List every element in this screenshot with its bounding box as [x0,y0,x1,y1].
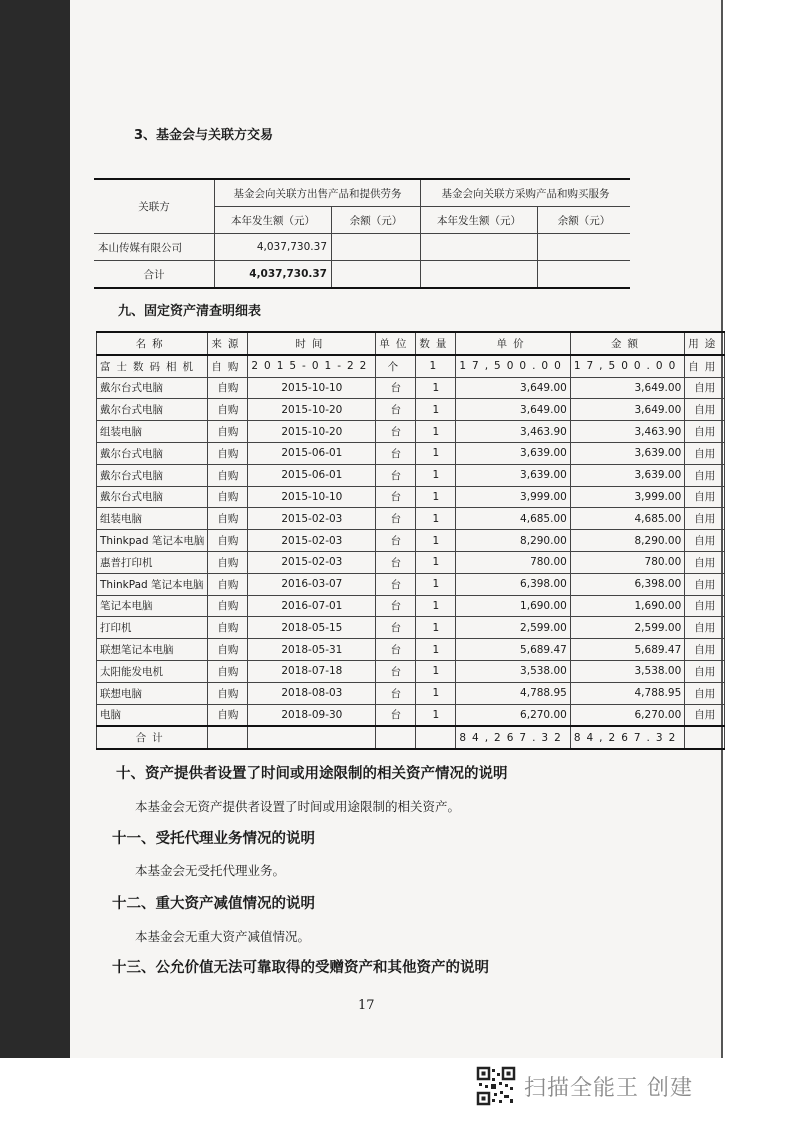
asset-date: 2015-02-03 [248,551,376,573]
asset-amount: 8,290.00 [570,530,684,552]
asset-usage: 自用 [685,682,725,704]
asset-date: 2018-05-15 [248,617,376,639]
section-10-text: 本基金会无资产提供者设置了时间或用途限制的相关资产。 [135,799,461,814]
related-party-table [94,178,630,289]
table-row [97,595,725,617]
asset-unit: 台 [376,399,416,421]
asset-name: 戴尔台式电脑 [97,442,208,464]
asset-date: 2015-10-10 [248,486,376,508]
table-row [94,234,630,261]
asset-unit-price: 3,639.00 [456,464,570,486]
section-9-title: 九、固定资产清查明细表 [118,304,262,319]
asset-unit-price: 3,999.00 [456,486,570,508]
asset-usage: 自用 [685,421,725,443]
asset-amount: 4,788.95 [570,682,684,704]
asset-name: 惠普打印机 [97,551,208,573]
asset-amount: 3,999.00 [570,486,684,508]
header-party: 关联方 [94,179,215,234]
asset-source: 自购 [208,682,248,704]
asset-amount: 3,639.00 [570,464,684,486]
asset-name: 戴尔台式电脑 [97,399,208,421]
asset-unit: 台 [376,704,416,726]
asset-source: 自购 [208,704,248,726]
asset-unit: 台 [376,486,416,508]
header-amount: 金额 [570,332,684,355]
total-label: 合计 [97,726,208,749]
section-11-text: 本基金会无受托代理业务。 [135,863,286,878]
table-row-total [94,261,630,289]
table-total-row [97,726,725,749]
asset-date: 2018-09-30 [248,704,376,726]
asset-name: 打印机 [97,617,208,639]
asset-date: 2018-08-03 [248,682,376,704]
asset-quantity: 1 [416,595,456,617]
header-quantity: 数量 [416,332,456,355]
header-buy-balance: 余额（元） [538,207,631,234]
asset-amount: 780.00 [570,551,684,573]
asset-unit: 台 [376,377,416,399]
asset-source: 自购 [208,530,248,552]
table-row [97,639,725,661]
party-name: 本山传媒有限公司 [94,234,215,261]
asset-quantity: 1 [416,660,456,682]
section-12-text: 本基金会无重大资产减值情况。 [135,929,311,944]
asset-source: 自购 [208,639,248,661]
asset-name: 戴尔台式电脑 [97,377,208,399]
asset-quantity: 1 [416,530,456,552]
asset-unit: 台 [376,508,416,530]
asset-source: 自购 [208,508,248,530]
fixed-asset-table [96,331,725,750]
asset-unit: 台 [376,551,416,573]
section-12-title: 十二、重大资产减值情况的说明 [112,896,315,912]
section-13-title: 十三、公允价值无法可靠取得的受赠资产和其他资产的说明 [112,960,489,976]
asset-quantity: 1 [416,421,456,443]
section-10-title: 十、资产提供者设置了时间或用途限制的相关资产情况的说明 [116,766,508,782]
asset-date: 2015-06-01 [248,464,376,486]
asset-usage: 自用 [685,442,725,464]
asset-quantity: 1 [416,464,456,486]
asset-quantity: 1 [416,617,456,639]
asset-unit-price: 3,639.00 [456,442,570,464]
scan-shadow-left [0,0,70,1058]
asset-source: 自购 [208,617,248,639]
asset-quantity: 1 [416,486,456,508]
asset-unit-price: 5,689.47 [456,639,570,661]
asset-amount: 3,649.00 [570,377,684,399]
asset-source: 自购 [208,573,248,595]
total-amount: 4,037,730.37 [215,261,332,289]
asset-usage: 自用 [685,639,725,661]
asset-amount: 6,270.00 [570,704,684,726]
asset-source: 自购 [208,551,248,573]
asset-name: 戴尔台式电脑 [97,486,208,508]
asset-unit-price: 4,788.95 [456,682,570,704]
asset-unit: 台 [376,573,416,595]
asset-usage: 自用 [685,617,725,639]
asset-source: 自购 [208,486,248,508]
table-header-row [97,332,725,355]
asset-name: 太阳能发电机 [97,660,208,682]
header-date: 时间 [248,332,376,355]
asset-amount: 3,639.00 [570,442,684,464]
asset-quantity: 1 [416,442,456,464]
asset-name: 组装电脑 [97,421,208,443]
asset-name: 富士数码相机 [97,355,208,377]
asset-date: 2015-10-10 [248,377,376,399]
asset-unit-price: 8,290.00 [456,530,570,552]
asset-amount: 5,689.47 [570,639,684,661]
asset-unit: 台 [376,595,416,617]
asset-usage: 自用 [685,464,725,486]
header-source: 来源 [208,332,248,355]
asset-usage: 自用 [685,399,725,421]
asset-unit-price: 2,599.00 [456,617,570,639]
header-usage: 用途 [685,332,725,355]
asset-source: 自购 [208,464,248,486]
asset-name: 电脑 [97,704,208,726]
asset-quantity: 1 [416,508,456,530]
table-row [97,508,725,530]
asset-usage: 自用 [685,530,725,552]
header-buy-group: 基金会向关联方采购产品和购买服务 [421,179,631,207]
watermark-text: 扫描全能王 创建 [524,1075,693,1101]
asset-amount: 3,463.90 [570,421,684,443]
asset-quantity: 1 [416,551,456,573]
asset-unit: 台 [376,530,416,552]
table-row [97,399,725,421]
asset-unit-price: 17,500.00 [456,355,570,377]
asset-source: 自购 [208,355,248,377]
section-3-title: 3、基金会与关联方交易 [134,128,274,143]
asset-unit: 台 [376,464,416,486]
asset-name: 联想电脑 [97,682,208,704]
table-row [97,704,725,726]
asset-usage: 自用 [685,486,725,508]
asset-unit: 台 [376,660,416,682]
header-buy-amount: 本年发生额（元） [421,207,538,234]
asset-unit: 台 [376,421,416,443]
header-name: 名称 [97,332,208,355]
asset-unit-price: 3,538.00 [456,660,570,682]
asset-usage: 自用 [685,660,725,682]
scanner-watermark [476,1066,693,1106]
asset-amount: 6,398.00 [570,573,684,595]
asset-date: 2015-02-03 [248,508,376,530]
asset-unit: 台 [376,442,416,464]
header-sell-amount: 本年发生额（元） [215,207,332,234]
section-11-title: 十一、受托代理业务情况的说明 [112,831,315,847]
asset-usage: 自用 [685,704,725,726]
asset-quantity: 1 [416,704,456,726]
table-row [97,421,725,443]
asset-usage: 自用 [685,508,725,530]
asset-date: 2018-07-18 [248,660,376,682]
asset-usage: 自用 [685,355,725,377]
asset-quantity: 1 [416,682,456,704]
asset-unit-price: 6,270.00 [456,704,570,726]
asset-unit: 台 [376,639,416,661]
asset-date: 2015-01-22 [248,355,376,377]
header-sell-group: 基金会向关联方出售产品和提供劳务 [215,179,421,207]
header-unit: 单位 [376,332,416,355]
asset-date: 2016-03-07 [248,573,376,595]
asset-date: 2016-07-01 [248,595,376,617]
asset-source: 自购 [208,421,248,443]
asset-unit-price: 780.00 [456,551,570,573]
asset-amount: 3,538.00 [570,660,684,682]
header-sell-balance: 余额（元） [332,207,421,234]
asset-date: 2015-10-20 [248,421,376,443]
asset-quantity: 1 [416,639,456,661]
table-row [97,486,725,508]
asset-amount: 1,690.00 [570,595,684,617]
asset-unit-price: 3,649.00 [456,377,570,399]
asset-unit-price: 6,398.00 [456,573,570,595]
sell-amount: 4,037,730.37 [215,234,332,261]
asset-source: 自购 [208,660,248,682]
asset-source: 自购 [208,442,248,464]
table-row [97,355,725,377]
asset-quantity: 1 [416,573,456,595]
asset-amount: 3,649.00 [570,399,684,421]
asset-unit-price: 1,690.00 [456,595,570,617]
table-row [97,573,725,595]
total-label: 合计 [94,261,215,289]
asset-quantity: 1 [416,377,456,399]
table-row [97,464,725,486]
table-row [97,617,725,639]
asset-usage: 自用 [685,377,725,399]
asset-name: 戴尔台式电脑 [97,464,208,486]
asset-amount: 4,685.00 [570,508,684,530]
asset-name: Thinkpad 笔记本电脑 [97,530,208,552]
asset-name: 组装电脑 [97,508,208,530]
asset-source: 自购 [208,595,248,617]
table-row [97,377,725,399]
asset-usage: 自用 [685,595,725,617]
asset-usage: 自用 [685,551,725,573]
asset-amount: 2,599.00 [570,617,684,639]
table-row [97,442,725,464]
asset-unit-price: 4,685.00 [456,508,570,530]
page-number: 17 [358,998,375,1013]
asset-unit: 个 [376,355,416,377]
asset-date: 2015-10-20 [248,399,376,421]
table-row [97,660,725,682]
asset-unit: 台 [376,682,416,704]
asset-date: 2015-02-03 [248,530,376,552]
asset-name: ThinkPad 笔记本电脑 [97,573,208,595]
asset-amount: 17,500.00 [570,355,684,377]
asset-date: 2015-06-01 [248,442,376,464]
asset-name: 联想笔记本电脑 [97,639,208,661]
asset-source: 自购 [208,377,248,399]
asset-unit: 台 [376,617,416,639]
asset-name: 笔记本电脑 [97,595,208,617]
asset-quantity: 1 [416,399,456,421]
asset-quantity: 1 [416,355,456,377]
header-unit-price: 单价 [456,332,570,355]
asset-unit-price: 3,463.90 [456,421,570,443]
table-row [97,682,725,704]
asset-usage: 自用 [685,573,725,595]
asset-unit-price: 3,649.00 [456,399,570,421]
table-row [97,530,725,552]
qr-code-icon [476,1066,516,1106]
total-amount: 84,267.32 [570,726,684,749]
asset-date: 2018-05-31 [248,639,376,661]
table-row [97,551,725,573]
asset-source: 自购 [208,399,248,421]
total-unit-price: 84,267.32 [456,726,570,749]
